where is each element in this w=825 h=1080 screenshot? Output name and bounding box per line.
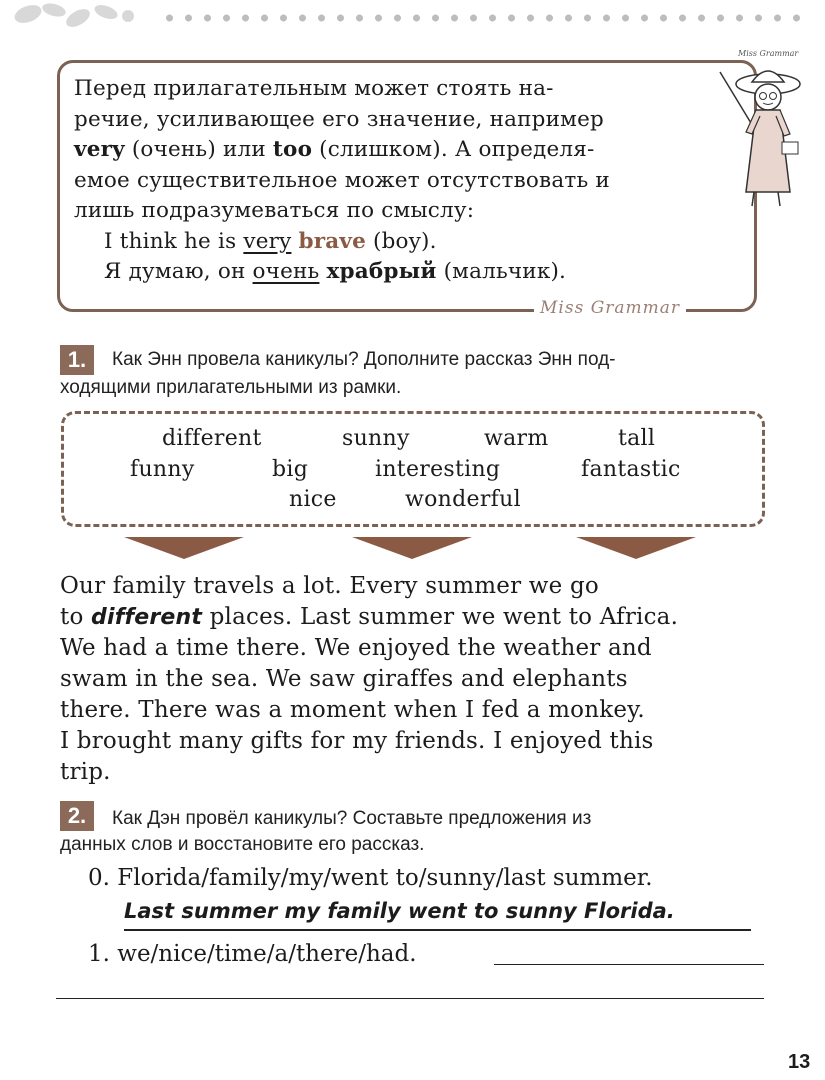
word-option: different [162,426,262,451]
down-arrow-icon [576,537,696,559]
page-number: 13 [788,1051,811,1073]
word-option: warm [484,426,549,451]
signature: Miss Grammar [534,298,686,318]
mascot-label: Miss Grammar [738,49,799,58]
floral-ornament-icon [6,0,146,38]
example-russian [74,257,700,288]
word-option: interesting [375,457,501,482]
top-decoration [0,0,825,38]
word-option: sunny [342,426,410,451]
filled-answer: different [91,605,203,630]
story-text [60,571,764,788]
story-line: trip. [60,759,111,785]
word-option: big [272,457,309,482]
keyword-very: very [74,137,125,162]
story-line: there. There was a moment when I fed a monkey. [60,697,645,723]
story-line [60,602,764,633]
story-line: We had a time there. We enjoyed the weather and [60,635,652,661]
down-arrow-icon [352,537,472,559]
exercise-item: 0. Florida/family/my/went to/sunny/last summer. [88,865,653,891]
rule-line [74,135,700,166]
answer-line: Last summer my family went to sunny Florida. [124,899,751,931]
rule-line: лишь подразумеваться по смыслу: [74,198,475,223]
rule-line: емое существительное может отсутствовать и [74,167,610,193]
word-option: fantastic [581,457,681,482]
rule-line: речие, усиливающее его значение, например [74,106,604,132]
example-english [74,227,700,258]
task-instruction: ходящими прилагательными из рамки. [60,377,402,398]
rule-fragment: (очень) или [124,137,273,162]
down-arrow-icon [124,537,244,559]
word-option: nice [289,487,337,512]
task-instruction: Как Дэн провёл каникулы? Составьте предложения из [112,808,592,829]
word-option: funny [130,457,195,482]
example-fragment: (boy). [365,228,437,254]
example-adjective: brave [298,228,366,254]
rule-line: Перед прилагательным может стоять на- [74,76,554,101]
story-line: swam in the sea. We saw giraffes and elephants [60,666,628,692]
rule-fragment: (слишком). А определя- [312,137,595,162]
rule-text [74,74,700,288]
task-number: 1. [60,345,94,375]
task-instruction: Как Энн провела каникулы? Дополните рассказ Энн под- [112,349,616,370]
example-fragment: (мальчик). [436,259,567,284]
task-instruction: данных слов и восстановите его рассказ. [60,834,425,855]
example-fragment: Я думаю, он [104,259,253,284]
word-option: wonderful [405,487,521,512]
story-fragment: to [60,604,92,630]
example-fragment: I think he is [104,228,244,254]
blank-answer-line[interactable] [494,964,764,965]
task-number: 2. [60,801,94,831]
dotted-border [160,12,810,24]
word-option: tall [618,426,656,451]
story-fragment: places. Last summer we went to Africa. [202,604,679,630]
blank-answer-line[interactable] [56,998,764,999]
exercise-item: 1. we/nice/time/a/there/had. [88,941,417,967]
keyword-too: too [272,137,313,162]
example-adverb: very [243,228,292,254]
example-adverb: очень [252,259,320,284]
story-line: I brought many gifts for my friends. I enjoyed this [60,728,654,754]
miss-grammar-icon [716,42,816,212]
story-line: Our family travels a lot. Every summer we go [60,573,599,599]
example-adjective: храбрый [326,259,437,284]
